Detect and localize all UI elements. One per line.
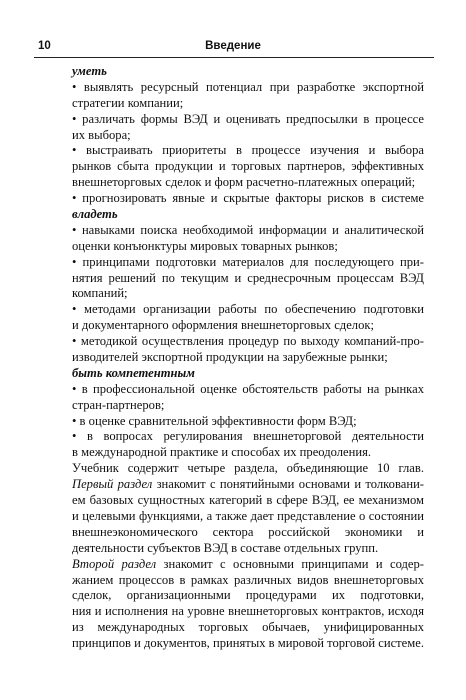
text-line: нятия решений по текущим и среднесрочным процессам ВЭД bbox=[72, 270, 424, 285]
text-line: внешнеторговых сделок и форм расчетно-платежных операций; bbox=[72, 175, 416, 190]
text-line: стран-партнеров; bbox=[72, 397, 165, 412]
text-line: и целевыми функциями, а также дает представление о состоянии bbox=[72, 508, 424, 523]
body-text bbox=[72, 64, 424, 652]
text-line: • выявлять ресурсный потенциал при разработке экспортной bbox=[72, 79, 424, 94]
text-line: в международной практике и способах их преодоления. bbox=[72, 445, 372, 460]
text-line: • прогнозировать явные и скрытые факторы рисков в системе bbox=[72, 191, 424, 206]
text-line: • методикой осуществления процедур по выходу компаний-про- bbox=[72, 334, 424, 349]
text-line: их выбора; bbox=[72, 127, 131, 142]
italic-term: Второй раздел bbox=[72, 556, 157, 571]
text-line: стратегии компании; bbox=[72, 95, 184, 110]
text-line: • методами организации работы по обеспечению подготовки bbox=[72, 302, 424, 317]
text-line: Первый раздел знакомит с понятийными основами и толковани- bbox=[72, 477, 424, 492]
text-line: • различать формы ВЭД и оценивать предпосылки в процессе bbox=[72, 111, 424, 126]
page-number: 10 bbox=[38, 40, 51, 52]
text-line: из международных торговых обычаев, унифицированных bbox=[72, 620, 424, 635]
text-line: изводителей экспортной продукции на зарубежные рынки; bbox=[72, 350, 388, 365]
text-line: рынков сбыта продукции и торговых партнеров, эффективных bbox=[72, 159, 424, 174]
text-line: ния и исполнения на уровне внешнеторговых контрактов, исходя bbox=[72, 604, 424, 619]
text-line: • в оценке сравнительной эффективности форм ВЭД; bbox=[72, 413, 357, 428]
text-line: и документарного оформления внешнеторговых сделок; bbox=[72, 318, 374, 333]
section-heading: уметь bbox=[72, 64, 107, 78]
section-heading: владеть bbox=[72, 207, 118, 222]
section-heading: быть компетентным bbox=[72, 365, 195, 380]
running-title: Введение bbox=[205, 40, 261, 52]
text-line: внешнеэкономического сектора российской экономики и bbox=[72, 524, 424, 539]
text-line: • навыками поиска необходимой информации и аналитической bbox=[72, 222, 424, 237]
text-line: • в профессиональной оценке обстоятельств работы на рынках bbox=[72, 381, 424, 396]
text-line: • принципами подготовки материалов для последующего при- bbox=[72, 254, 424, 269]
text-line: компаний; bbox=[72, 286, 128, 301]
text-line: сделок, организационными процедурами их подготовки, bbox=[72, 588, 424, 603]
text-line: ем базовых сущностных категорий в сфере ВЭД, ее механизмом bbox=[72, 493, 424, 508]
header-rule bbox=[34, 57, 434, 58]
italic-term: Первый раздел bbox=[72, 477, 153, 492]
text-line: Второй раздел знакомит с основными принципами и содер- bbox=[72, 556, 424, 571]
text-line: деятельности субъектов ВЭД в составе отдельных групп. bbox=[72, 540, 379, 555]
text-line: • выстраивать приоритеты в процессе изучения и выбора bbox=[72, 143, 424, 158]
page-header bbox=[26, 36, 440, 56]
text-line: • в вопросах регулирования внешнеторговой деятельности bbox=[72, 429, 424, 444]
text-line: оценки конъюнктуры мировых товарных рынков; bbox=[72, 238, 338, 253]
text-line: Учебник содержит четыре раздела, объединяющие 10 глав. bbox=[72, 461, 424, 476]
text-line: жанием процессов в рамках различных видов внешнеторговых bbox=[72, 572, 424, 587]
text-line: принципов и документов, принятых в мировой торговой системе. bbox=[72, 636, 424, 651]
